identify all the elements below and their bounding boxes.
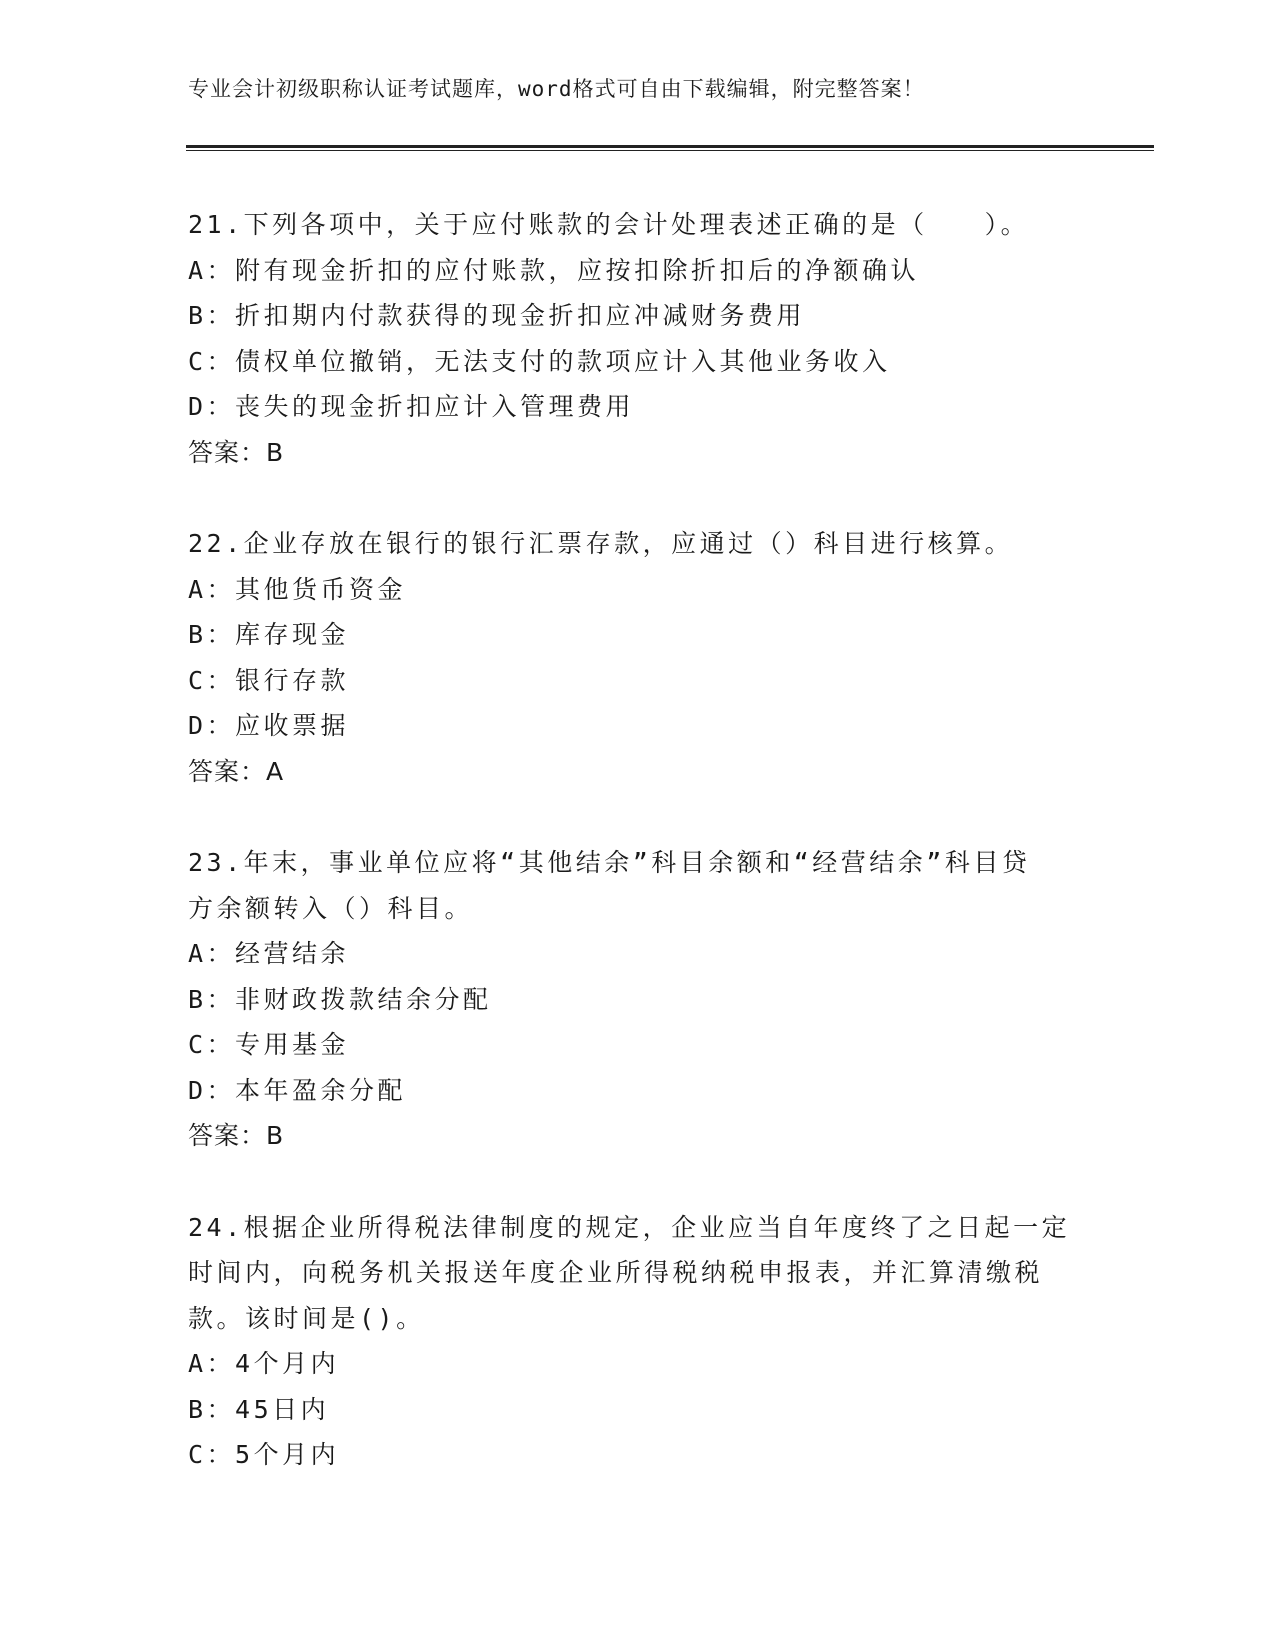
- option-d: D：本年盈余分配: [188, 1075, 407, 1105]
- option-b: B：库存现金: [188, 620, 350, 649]
- question-24: [188, 1205, 1088, 1478]
- option-b: B：非财政拨款结余分配: [188, 984, 492, 1014]
- answer: 答案：B: [188, 1121, 285, 1150]
- question-21: [188, 202, 1088, 475]
- option-c: C：专用基金: [188, 1030, 350, 1059]
- header-divider: [186, 145, 1154, 151]
- option-a: A：附有现金折扣的应付账款，应按扣除折扣后的净额确认: [188, 255, 920, 285]
- option-d: D：丧失的现金折扣应计入管理费用: [188, 392, 635, 421]
- option-d: D：应收票据: [188, 711, 350, 740]
- option-c: C：5个月内: [188, 1440, 340, 1469]
- question-stem: 24.根据企业所得税法律制度的规定，企业应当自年度终了之日起一定: [188, 1212, 1071, 1242]
- answer: 答案：B: [188, 437, 285, 467]
- question-stem-continued: 时间内，向税务机关报送年度企业所得税纳税申报表，并汇算清缴税: [188, 1258, 1044, 1287]
- option-b: B：折扣期内付款获得的现金折扣应冲减财务费用: [188, 301, 806, 330]
- option-c: C：债权单位撤销，无法支付的款项应计入其他业务收入: [188, 346, 891, 376]
- option-b: B：45日内: [188, 1394, 330, 1424]
- question-23: [188, 840, 1088, 1159]
- option-a: A：经营结余: [188, 939, 350, 968]
- question-22: [188, 521, 1088, 794]
- question-list: [188, 202, 1088, 1524]
- question-stem: 23.年末，事业单位应将“其他结余”科目余额和“经营结余”科目贷: [188, 848, 1031, 877]
- question-stem: 22.企业存放在银行的银行汇票存款，应通过（）科目进行核算。: [188, 529, 1014, 558]
- question-stem-continued: 方余额转入（）科目。: [188, 893, 474, 923]
- page-header: 专业会计初级职称认证考试题库，word格式可自由下载编辑，附完整答案！: [188, 77, 925, 101]
- question-stem: 21.下列各项中，关于应付账款的会计处理表述正确的是（ ）。: [188, 210, 1030, 239]
- option-a: A：其他货币资金: [188, 574, 407, 604]
- answer: 答案：A: [188, 756, 285, 786]
- question-stem-continued: 款。该时间是()。: [188, 1303, 425, 1333]
- option-a: A：4个月内: [188, 1349, 340, 1378]
- option-c: C：银行存款: [188, 665, 350, 695]
